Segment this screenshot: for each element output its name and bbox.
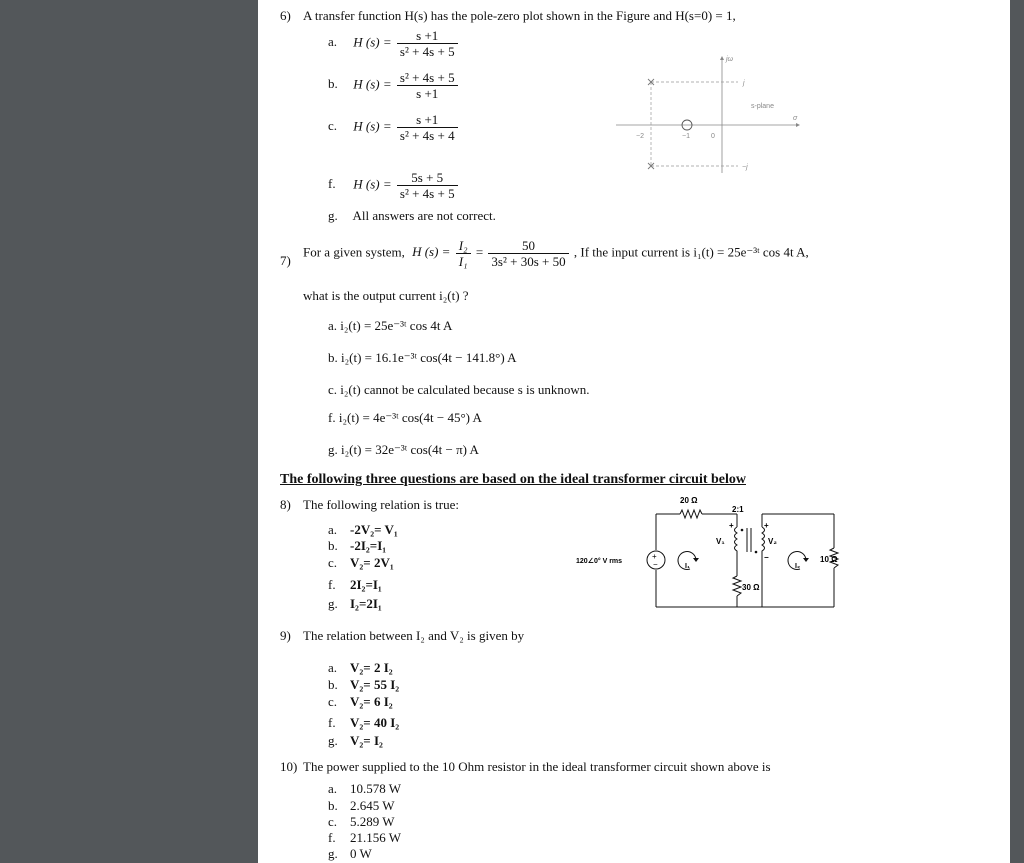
q6-option-f: f. H (s) = $\frac{5s + 5}{\text{s² + 4s + 5}}$ [328,170,460,201]
q10-text: The power supplied to the 10 Ohm resistor in the ideal transformer circuit shown above is [303,759,771,774]
q9-option-g: g. V₂= I₂ [328,733,383,748]
splane-label: s-plane [751,103,774,110]
document-page [258,0,1010,863]
q7-option-b: b. i₂(t) = 16.1e⁻³ᵗ cos(4t − 141.8°) A [328,350,517,365]
q7-line: For a given system, H (s) = $\frac{\text{I₂}}{\text{I₁}}$ = $\frac{50}{\text{3s² + 30s + 50}}$ , If the input current is i₁(t) = 25e⁻³ᵗ cos 4t A, [303,238,809,269]
primary-coil [735,527,738,553]
current-ratio: $\frac{\text{I₂}}{\text{I₁}}$ [456,238,471,269]
q7-option-f: f. i₂(t) = 4e⁻³ᵗ cos(4t − 45°) A [328,410,482,425]
q8-option-c: c. V₂= 2V₁ [328,555,394,570]
dot-secondary [755,551,758,554]
q7-question: what is the output current i₂(t) ? [303,288,469,303]
label-i2: I₂ [795,563,801,570]
q10-number: 10) [280,759,298,774]
dot-primary [741,529,744,532]
label-v2-plus: + [764,521,769,530]
j-pos-label: j [743,80,745,87]
q9-option-a: a. V₂= 2 I₂ [328,660,393,675]
q6-option-c: c. H (s) = $\frac{s +1}{\text{s² + 4s + 4}}$ [328,112,460,143]
q6-number: 6) [280,8,291,23]
q8-option-a: a. -2V₂= V₁ [328,522,398,537]
label-source: 120∠0° V rms [576,558,623,565]
secondary-coil [762,527,765,553]
label-v2-minus: − [764,553,769,562]
label-v2: V₂ [768,537,777,546]
q10-option-c: c. 5.289 W [328,814,395,829]
source-minus: − [653,560,658,569]
tick-minus-1: −1 [682,133,690,140]
label-v1-plus: + [729,521,734,530]
q10-option-g: g. 0 W [328,846,372,861]
fraction: $\frac{\text{s² + 4s + 5}}{s +1}$ [397,70,458,101]
label-ratio: 2:1 [732,505,744,514]
q7-number: 7) [280,253,291,268]
q6-text: A transfer function H(s) has the pole-zero plot shown in the Figure and H(s=0) = 1, [303,8,736,23]
j-neg-label: −j [742,164,748,171]
sigma-label: σ [793,115,798,122]
label-30-ohm: 30 Ω [742,583,760,592]
q9-number: 9) [280,628,291,643]
label-i1: I₁ [685,563,690,570]
q10-option-b: b. 2.645 W [328,798,395,813]
q6-option-a: a. H (s) = $\frac{s +1}{\text{s² + 4s + 5}}$ [328,28,460,59]
real-axis-arrow [796,123,800,127]
q8-option-b: b. -2I₂=I₁ [328,538,387,553]
fraction: $\frac{5s + 5}{\text{s² + 4s + 5}}$ [397,170,458,201]
section-heading: The following three questions are based on the ideal transformer circuit below [280,472,746,487]
transfer-function: $\frac{50}{\text{3s² + 30s + 50}}$ [488,238,568,269]
q8-option-f: f. 2I₂=I₁ [328,577,382,592]
q9-option-b: b. V₂= 55 I₂ [328,677,400,692]
q9-text: The relation between I₂ and V₂ is given by [303,628,525,643]
pole-zero-plot [608,48,808,178]
q10-option-a: a. 10.578 W [328,781,402,796]
source-plus: + [652,552,657,561]
label-v1: V₁ [716,537,725,546]
fraction: $\frac{s +1}{\text{s² + 4s + 5}}$ [397,28,458,59]
label-10-ohm: 10 Ω [820,555,838,564]
label-20-ohm: 20 Ω [680,496,698,505]
tick-zero: 0 [711,133,715,140]
q8-option-g: g. I₂=2I₁ [328,596,382,611]
fraction: $\frac{s +1}{\text{s² + 4s + 4}}$ [397,112,458,143]
q8-number: 8) [280,497,291,512]
q6-option-g: g. All answers are not correct. [328,208,496,223]
q6-option-b: b. H (s) = $\frac{\text{s² + 4s + 5}}{s +1}$ [328,70,460,101]
transformer-circuit [576,490,846,615]
q9-option-c: c. V₂= 6 I₂ [328,694,393,709]
imag-axis-arrow [720,56,724,60]
tick-minus-2: −2 [636,133,644,140]
q7-option-a: a. i₂(t) = 25e⁻³ᵗ cos 4t A [328,318,453,333]
q7-option-g: g. i₂(t) = 32e⁻³ᵗ cos(4t − π) A [328,442,479,457]
q8-text: The following relation is true: [303,497,459,512]
resistor-30-ohm [733,576,741,596]
q9-option-f: f. V₂= 40 I₂ [328,715,400,730]
jw-label: jω [726,56,734,63]
q10-option-f: f. 21.156 W [328,830,402,845]
resistor-20-ohm [680,510,702,518]
q7-option-c: c. i₂(t) cannot be calculated because s is unknown. [328,382,590,397]
